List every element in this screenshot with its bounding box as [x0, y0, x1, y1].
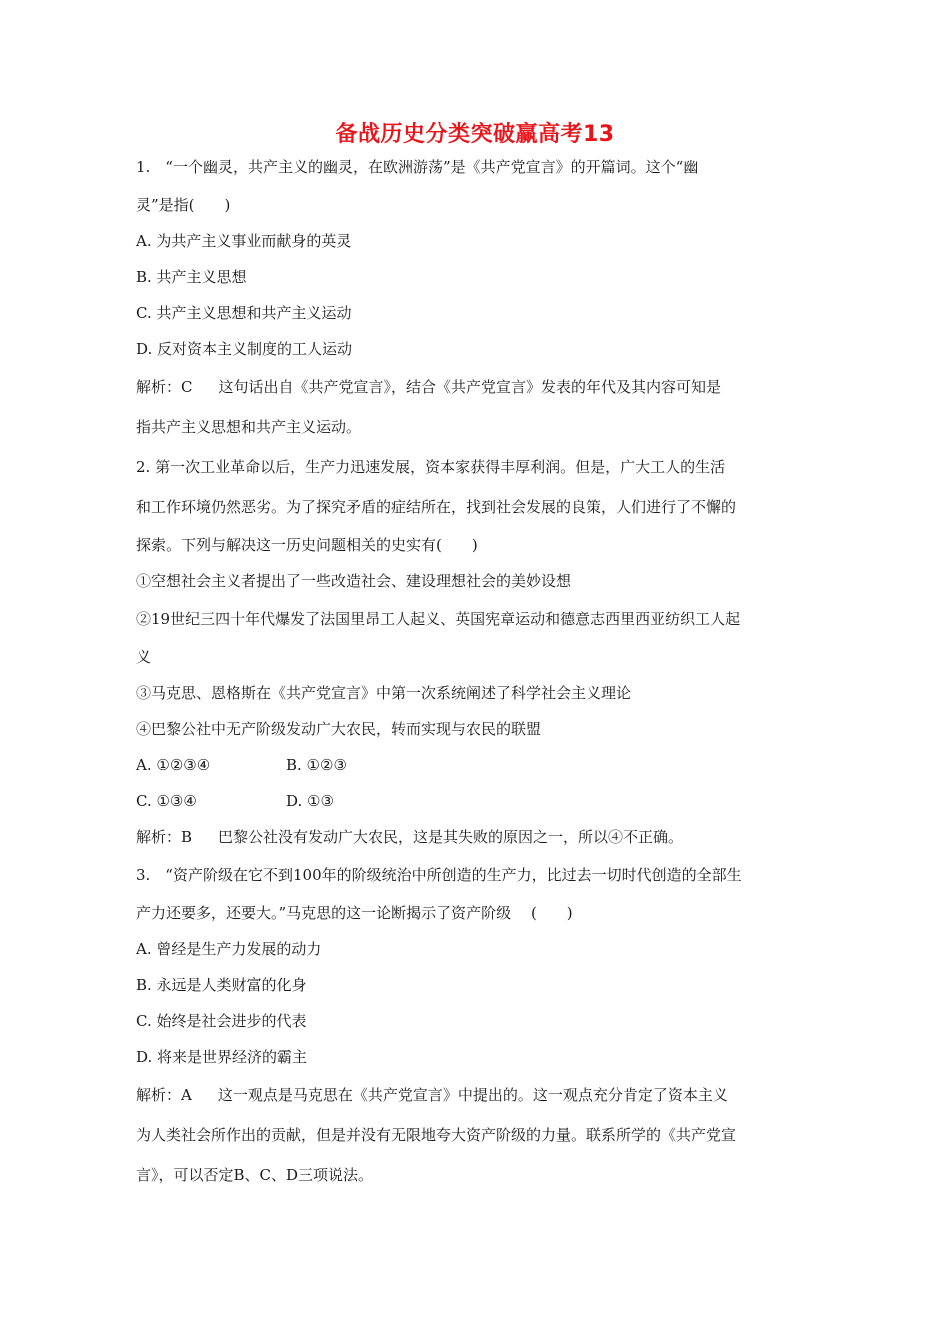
q2-statement-3: ③马克思、恩格斯在《共产党宣言》中第一次系统阐述了科学社会主义理论 — [136, 684, 632, 702]
q3-answer: 解析：A — [136, 1086, 192, 1104]
q1-answer: 解析：C — [136, 378, 193, 396]
q2-statement-2b: 义 — [136, 648, 152, 666]
q3-explanation-line-1 — [136, 1075, 816, 1115]
q2-stem-line-1: 2. 第一次工业革命以后，生产力迅速发展，资本家获得丰厚利润。但是，广大工人的生活 — [136, 458, 726, 476]
q2-options-row-1 — [136, 747, 816, 783]
q1-option-b: B. 共产主义思想 — [136, 268, 247, 286]
q2-option-d: D. ①③ — [286, 792, 334, 810]
q2-stem-line-3: 探索。下列与解决这一历史问题相关的史实有( ) — [136, 536, 478, 554]
q3-option-c: C. 始终是社会进步的代表 — [136, 1012, 307, 1030]
q3-option-b: B. 永远是人类财富的化身 — [136, 976, 307, 994]
q3-explanation-text: 这一观点是马克思在《共产党宣言》中提出的。这一观点充分肯定了资本主义 — [217, 1086, 728, 1104]
q3-explanation-line-2: 为人类社会所作出的贡献，但是并没有无限地夸大资产阶级的力量。联系所学的《共产党宣 — [136, 1126, 737, 1144]
q1-stem-line-2: 灵”是指( ) — [136, 196, 231, 214]
q2-explanation-text: 巴黎公社没有发动广大农民，这是其失败的原因之一，所以④不正确。 — [218, 828, 684, 846]
q3-stem-line-1: 3. “资产阶级在它不到100年的阶级统治中所创造的生产力，比过去一切时代创造的全部生 — [136, 866, 742, 884]
q2-statement-1: ①空想社会主义者提出了一些改造社会、建设理想社会的美妙设想 — [136, 572, 572, 590]
q3-explanation-line-3: 言》，可以否定B、C、D三项说法。 — [136, 1166, 374, 1184]
q1-explanation-line-1 — [136, 367, 816, 407]
q2-statement-2a: ②19世纪三四十年代爆发了法国里昂工人起义、英国宪章运动和德意志西里西亚纺织工人起 — [136, 610, 741, 628]
q2-option-c: C. ①③④ — [136, 792, 197, 810]
q1-option-a: A. 为共产主义事业而献身的英灵 — [136, 232, 352, 250]
q1-option-d: D. 反对资本主义制度的工人运动 — [136, 340, 353, 358]
q2-option-a: A. ①②③④ — [136, 756, 211, 774]
q2-statement-4: ④巴黎公社中无产阶级发动广大农民，转而实现与农民的联盟 — [136, 720, 542, 738]
q2-answer: 解析：B — [136, 828, 193, 846]
document-body — [136, 147, 816, 1195]
q1-option-c: C. 共产主义思想和共产主义运动 — [136, 304, 352, 322]
q3-option-d: D. 将来是世界经济的霸主 — [136, 1048, 308, 1066]
q1-explanation-text: 这句话出自《共产党宣言》，结合《共产党宣言》发表的年代及其内容可知是 — [218, 378, 721, 396]
q2-option-b: B. ①②③ — [286, 756, 347, 774]
q3-option-a: A. 曾经是生产力发展的动力 — [136, 940, 322, 958]
q3-stem-line-2: 产力还要多，还要大。”马克思的这一论断揭示了资产阶级 ( ) — [136, 904, 573, 922]
q2-stem-line-2: 和工作环境仍然恶劣。为了探究矛盾的症结所在，找到社会发展的良策，人们进行了不懈的 — [136, 498, 737, 516]
q1-stem-line-1: 1. “一个幽灵，共产主义的幽灵，在欧洲游荡”是《共产党宣言》的开篇词。这个“幽 — [136, 158, 699, 176]
page-title: 备战历史分类突破赢高考13 — [335, 122, 615, 147]
q2-options-row-2 — [136, 783, 816, 819]
q2-explanation-line-1 — [136, 819, 816, 855]
q1-explanation-line-2: 指共产主义思想和共产主义运动。 — [136, 418, 362, 436]
